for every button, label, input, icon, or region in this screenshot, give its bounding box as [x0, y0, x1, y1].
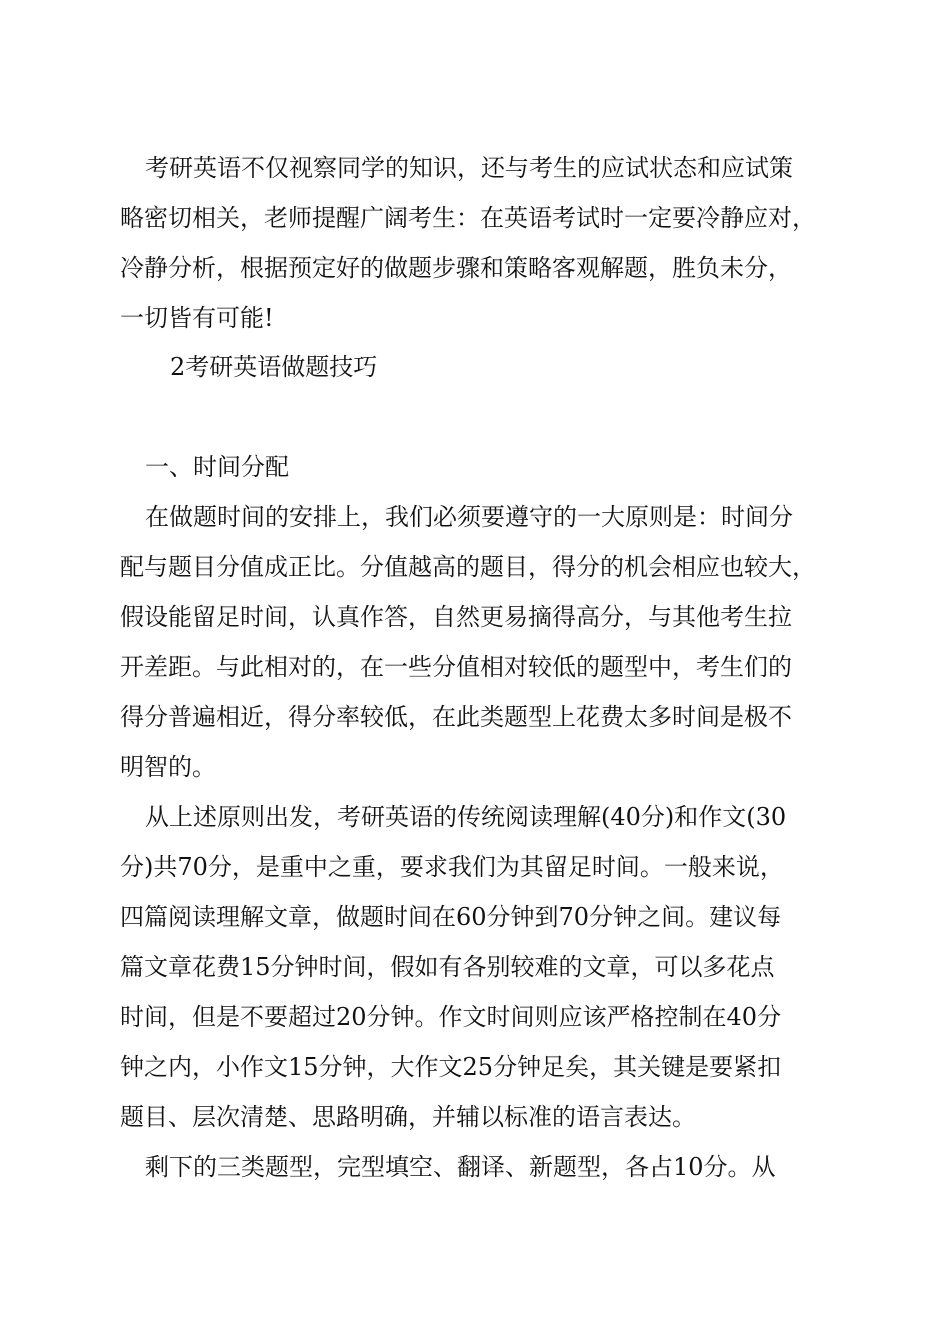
paragraph-line: 配与题目分值成正比。分值越高的题目，得分的机会相应也较大，	[120, 553, 816, 581]
paragraph-line: 钟之内，小作文15分钟，大作文25分钟足矣，其关键是要紧扣	[120, 1053, 782, 1081]
paragraph-line: 题目、层次清楚、思路明确，并辅以标准的语言表达。	[120, 1103, 696, 1131]
paragraph-line: 考研英语不仅视察同学的知识，还与考生的应试状态和应试策	[145, 154, 793, 182]
paragraph-line: 从上述原则出发，考研英语的传统阅读理解(40分)和作文(30	[145, 803, 787, 831]
paragraph-line: 一切皆有可能!	[120, 304, 274, 332]
paragraph-line: 开差距。与此相对的，在一些分值相对较低的题型中，考生们的	[120, 653, 792, 681]
paragraph-line: 冷静分析，根据预定好的做题步骤和策略客观解题，胜负未分，	[120, 254, 792, 282]
paragraph-line: 得分普遍相近，得分率较低，在此类题型上花费太多时间是极不	[120, 703, 792, 731]
paragraph-line: 明智的。	[120, 753, 216, 781]
paragraph-line: 略密切相关，老师提醒广阔考生：在英语考试时一定要冷静应对，	[120, 204, 816, 232]
paragraph-line: 时间，但是不要超过20分钟。作文时间则应该严格控制在40分	[120, 1003, 782, 1031]
section-title: 2考研英语做题技巧	[170, 353, 378, 381]
paragraph-line: 剩下的三类题型，完型填空、翻译、新题型，各占10分。从	[145, 1153, 776, 1181]
paragraph-line: 篇文章花费15分钟时间，假如有各别较难的文章，可以多花点	[120, 953, 775, 981]
paragraph-line: 在做题时间的安排上，我们必须要遵守的一大原则是：时间分	[145, 503, 793, 531]
paragraph-line: 假设能留足时间，认真作答，自然更易摘得高分，与其他考生拉	[120, 603, 792, 631]
paragraph-line: 分)共70分，是重中之重，要求我们为其留足时间。一般来说，	[120, 853, 784, 881]
paragraph-line: 四篇阅读理解文章，做题时间在60分钟到70分钟之间。建议每	[120, 903, 782, 931]
section-heading: 一、时间分配	[145, 453, 289, 481]
